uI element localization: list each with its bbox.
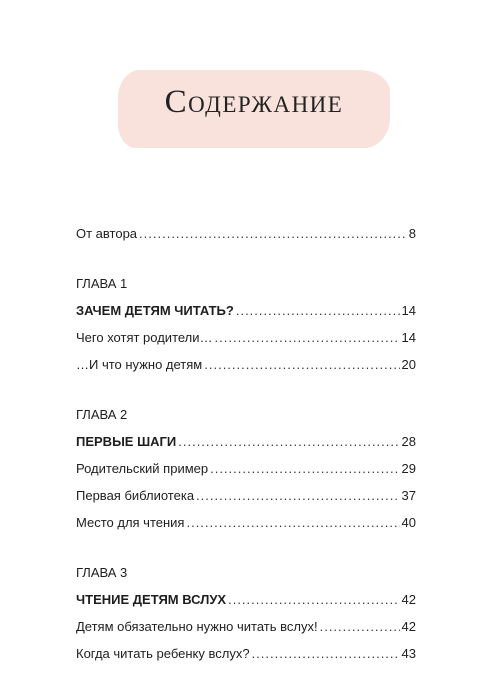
toc-entry[interactable] [76,613,416,640]
dot-leader [236,297,400,324]
dot-leader [186,509,399,536]
toc-entry-page: 29 [401,461,416,476]
toc-entry-label: …И что нужно детям [76,357,203,372]
toc-entry[interactable] [76,324,416,351]
dot-leader [204,351,399,378]
toc-entry-label: Первая библиотека [76,488,195,503]
toc-entry[interactable] [76,509,416,536]
dot-leader [320,613,400,640]
toc-chapter-title[interactable] [76,586,416,613]
toc-entry-intro[interactable] [76,220,416,247]
toc-entry[interactable] [76,455,416,482]
toc-entry-page: 8 [408,226,416,241]
toc-entry-label: Чего хотят родители… [76,330,213,345]
toc-entry-label: ЧТЕНИЕ ДЕТЯМ ВСЛУХ [76,592,227,607]
chapter-heading: ГЛАВА 3 [76,565,128,580]
dot-leader [252,640,400,667]
toc-entry-label: ЗАЧЕМ ДЕТЯМ ЧИТАТЬ? [76,303,234,318]
toc-entry-page: 37 [401,488,416,503]
toc-entry-label: Детям обязательно нужно читать вслух! [76,619,318,634]
dot-leader [178,428,399,455]
dot-leader [139,220,407,247]
toc-entry[interactable] [76,351,416,378]
page-title: Содержание [164,84,344,120]
toc-entry-label: От автора [76,226,138,241]
toc-entry-page: 14 [401,330,416,345]
dot-leader [196,482,399,509]
dot-leader [210,455,399,482]
toc-entry[interactable] [76,640,416,667]
toc-entry-label: ПЕРВЫЕ ШАГИ [76,434,177,449]
toc-entry-label: Родительский пример [76,461,209,476]
toc-entry-label: Место для чтения [76,515,185,530]
toc-entry-page: 42 [401,592,416,607]
toc-chapter-title[interactable] [76,297,416,324]
chapter-heading: ГЛАВА 2 [76,407,128,422]
table-of-contents [76,220,416,667]
toc-entry-page: 43 [401,646,416,661]
toc-entry-page: 40 [401,515,416,530]
toc-entry-page: 20 [401,357,416,372]
toc-entry-page: 14 [401,303,416,318]
toc-chapter-title[interactable] [76,428,416,455]
dot-leader [228,586,399,613]
toc-entry-page: 28 [401,434,416,449]
chapter-heading: ГЛАВА 1 [76,276,128,291]
toc-entry-label: Когда читать ребенку вслух? [76,646,250,661]
dot-leader [215,324,400,351]
toc-entry-page: 42 [401,619,416,634]
toc-entry[interactable] [76,482,416,509]
